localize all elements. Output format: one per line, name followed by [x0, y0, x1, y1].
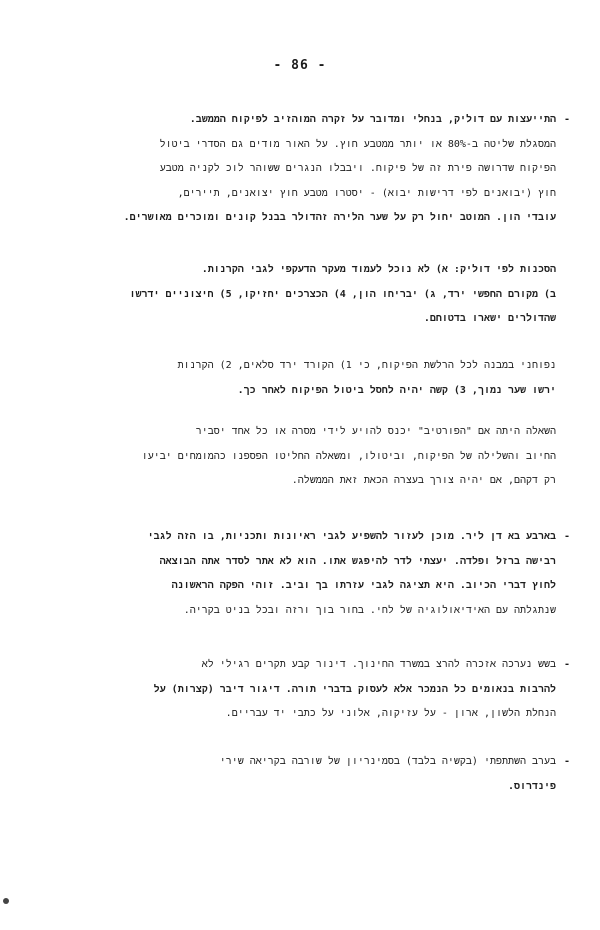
text-line: הנחלת הלשון, ארון - על עזיקוה, אלוני על כתבי יד עבריים. [225, 708, 556, 719]
text-line: ב) מקורם החפשי ירד, ג) יבריחו הון, 4) הכצרכים יחזיקו, 5) חיצוניים ידרשו [129, 288, 556, 300]
text-line: ירשו שער נמוך, 3) קשה יהיה לחסל ביטול הפיקוח לאחר כך. [237, 384, 556, 396]
text-line: הסכנות לפי דוליק: א) לא נוכל לעמוד מעקר הדעקפי לגבי הקרנות. [201, 264, 556, 275]
paragraph-7 [44, 750, 570, 799]
paragraph-bullet: - [563, 531, 570, 542]
paragraph-3 [44, 354, 556, 403]
paragraph-5 [44, 525, 570, 623]
text-line: שהדולרים ישארו בדטוחם. [423, 313, 556, 324]
text-line: בארבע בא דן ליר. מוכן לעזור להשפיע לגבי ראיונות ותכניות, בו הזה לגבי [147, 531, 556, 542]
text-line: המסגלת שליטה ב-80% או יותר ממטבע חוץ. על האור מודים גם הסדרי ביטול [159, 138, 556, 150]
text-line: רבישה ברזל ופלדה. יעצתי לדר להיפגש אתו. הוא לא אתר לסדר אתה הבוצאה [159, 555, 556, 567]
paragraph-4 [44, 420, 556, 494]
text-line: בשש נערכה אזכרה להרצ במשרד החינוך. דינור קבע תקרים רגילי לא [201, 659, 556, 670]
paragraph-6 [44, 653, 570, 727]
text-line: החיוב והשלילה של הפיקוח, וביטולו, ומשאלה החליטו הפספנו כהמומחים יביעו [141, 450, 556, 462]
text-line: פינדרוס. [507, 780, 556, 792]
paragraph-bullet: - [563, 114, 570, 125]
text-line: התייעצות עם דוליק, בנחלי ומדובר על זקרה המוהזיב לפיקוח הממשב. [189, 114, 556, 125]
text-line: רק דקהם, אם יהיה צורך בעצרה הכאת זאת הממשלה. [291, 475, 556, 486]
text-line: הפיקוח שדרושה פירת זה של פיקוח. ויבבלו הנגרים ששוהר לוכ לקניה מטבע [159, 163, 556, 174]
paragraph-bullet: - [563, 659, 570, 670]
text-line: שנתגלתה עם האידיאולוגיה של לחי. בחור בוך ורזה ובכל בניט בקריה. [183, 604, 556, 616]
punch-hole-mark [3, 898, 9, 904]
paragraph-1 [44, 108, 570, 231]
text-line: בערב השתתפתי (בקשיה בלבד) בסמינריון של שורבה בקריאה שירי [219, 756, 556, 767]
text-line: לחוץ דברי הכיוב. היא תציגה לגבי עזרתו בך וביב. זוהי הפקה הראשונה [171, 580, 556, 591]
text-line: נפוחני במבנה לכל הרלשת הפיקוח, כי 1) הקורד ירד סלאים, 2) הקרנות [177, 360, 556, 371]
text-line: להרבות בנאומים כל הנמכר אלא לעסוק בדברי תורה. דיגור דיבר (קצרות) על [153, 683, 556, 695]
paragraph-bullet: - [563, 756, 570, 767]
text-line: השאלה היתה אם "הפורטיב" יכנס להויע לידי מסרה או כל אחד יסביר [195, 426, 556, 437]
text-line: חוץ (יבואנים לפי דרישות יבוא) - יסטרו מטבע חוץ יצואנים, תיירים, [177, 187, 556, 199]
page-number: - 86 - [273, 58, 327, 73]
paragraph-2 [44, 258, 556, 332]
text-line: עובדי הון. המוטב יחול רק על שער הלירה זהדולר בבנל קונים ומוכרים מאושרים. [123, 212, 556, 223]
